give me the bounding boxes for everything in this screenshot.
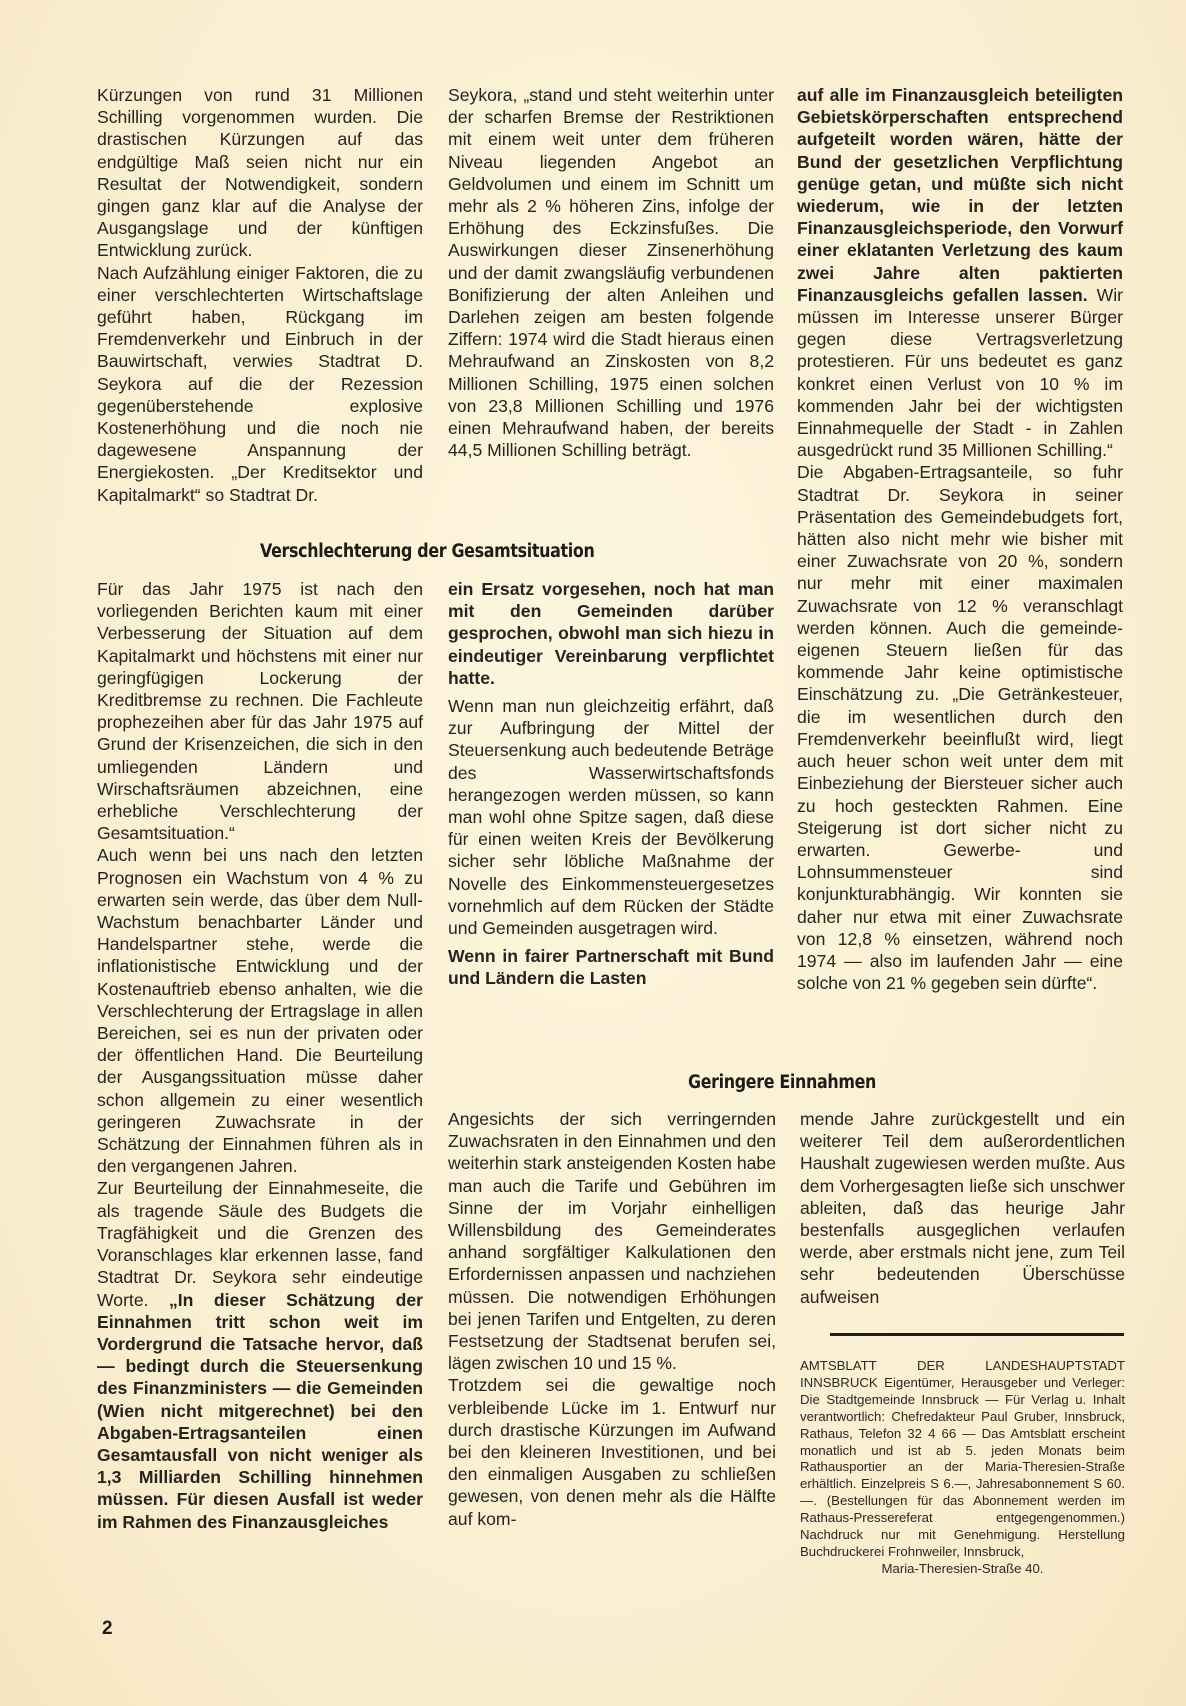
imprint-box [800, 1358, 1125, 1578]
section2-column-3 [800, 1108, 1125, 1308]
imprint-address: Maria-Theresien-Straße 40. [881, 1560, 1044, 1576]
paragraph: Nach Aufzählung einiger Faktoren, die zu einer verschlechterten Wirtschaftslage geführt haben, Rückgang im Fremdenverkehr und Einbruch in der Bauwirtschaft, verwies Stadtrat D. Seykora auf die der Rezession gegenüberstehende explosive Kostenerhöhung und die noch nie dagewesene Anspannung der Energiekosten. „Der Kreditsektor und Kapitalmarkt“ so Stadtrat Dr. [97, 262, 423, 505]
top-column-1 [97, 84, 423, 506]
paragraph: Trotzdem sei die gewaltige noch verbleibende Lücke im 1. Entwurf nur durch drastische Kürzungen im Aufwand bei den kleineren Investitionen, und bei den einmaligen Ausgaben zu schließen gewesen, von denen mehr als die Hälfte auf kom- [448, 1375, 776, 1529]
paragraph: Die Abgaben-Ertragsanteile, so fuhr Stadtrat Dr. Seykora in seiner Präsentation des Gemeindebudgets fort, hätten also nicht mehr wie bisher mit einer Zuwachsrate von 20 %, sondern nur mehr mit einer maximalen Zuwachsrate von 12 % veranschlagt werden können. Auch die gemeinde-eigenen Steuern ließen für das kommende Jahr keine optimistische Einschätzung zu. „Die Getränkesteuer, die im wesentlichen durch den Fremdenverkehr beeinflußt wird, liegt auch heuer schon weit unter dem mit Einbeziehung der Biersteuer sicher auch zu hoch gesteckten Rahmen. Eine Steigerung ist dort sicher nicht zu erwarten. Gewerbe- und Lohnsummensteuer sind konjunkturabhängig. Wir konnten sie daher nur etwa mit einer Zuwachsrate von 12,8 % einsetzen, während noch 1974 — also im laufenden Jahr — eine solche von 21 % gegeben sein dürfte“. [797, 462, 1123, 994]
imprint-divider [830, 1333, 1124, 1336]
paragraph: Auch wenn bei uns nach den letzten Prognosen ein Wachstum von 4 % zu erwarten sein werde, das über dem Null-Wachstum benachbarter Länder und Handelspartner stehe, werde die inflationistische Entwicklung und der Kostenauftrieb ebenso anhalten, wie die Verschlechterung der Ertragslage in allen Bereichen, sei es nun der privaten oder der öffentlichen Hand. Die Beurteilung der Ausgangssituation müsse daher schon allgemein zu einer wesentlich geringeren Zuwachsrate in der Schätzung der Einnahmen führen als in den vergangenen Jahren. [97, 845, 423, 1177]
section-heading-geringere-einnahmen: Geringere Einnahmen [688, 1072, 877, 1093]
section1-column-1 [97, 578, 423, 1533]
paragraph [797, 84, 1123, 461]
bold-statement: auf alle im Finanzausgleich beteiligten Gebietskörperschaften entsprechend aufgeteilt worden wären, hätte der Bund der gesetzlichen Verpflichtung genüge getan, und müßte sich nicht wiederum, wie in der letzten Finanzausgleichsperiode, den Vorwurf einer eklatanten Verletzung des kaum zwei Jahre alten paktierten Finanzausgleichs gefallen lassen. [797, 85, 1123, 305]
paragraph-text: Zur Beurteilung der Einnahmeseite, die als tragende Säule des Budgets die Tragfähigkeit und die Grenzen des Voranschlages klar erkennen lasse, fand Stadtrat Dr. Seykora sehr eindeutige Worte. [97, 1178, 423, 1310]
paragraph: Kürzungen von rund 31 Millionen Schilling vorgenommen wurden. Die drastischen Kürzungen auf das endgültige Maß seien nicht nur ein Resultat der Notwendigkeit, sondern gingen ganz klar auf die Analyse der Ausgangslage und der künftigen Entwicklung zurück. [97, 85, 423, 261]
paragraph [97, 1177, 423, 1532]
paragraph: Seykora, „stand und steht weiterhin unter der scharfen Bremse der Restriktionen mit einem weit unter dem früheren Niveau liegenden Angebot an Geldvolumen und einem im Schnitt um mehr als 2 % höheren Zins, infolge der Erhöhung des Eckzinsfußes. Die Auswirkungen dieser Zinsenerhöhung und der damit zwangsläufig verbundenen Bonifizierung der alten Anleihen und Darlehen zeigen am besten folgende Ziffern: 1974 wird die Stadt hieraus einen Mehraufwand an Zinskosten von 8,2 Millionen Schilling, 1975 einen solchen von 23,8 Millionen Schilling und 1976 einen Mehraufwand haben, der bereits 44,5 Millionen Schilling beträgt. [448, 85, 774, 461]
bold-paragraph: ein Ersatz vorgesehen, noch hat man mit den Gemeinden darüber gesprochen, obwohl man sich hiezu in eindeutiger Vereinbarung verpflichtet hatte. [448, 579, 774, 688]
imprint-text: AMTSBLATT DER LANDESHAUPTSTADT INNSBRUCK Eigentümer, Herausgeber und Verleger: Die Stadtgemeinde Innsbruck — Für Verlag u. Inhalt verantwortlich: Chefredakteur Paul Gruber, Innsbruck, Rathaus, Telefon 32 4 66 — Das Amtsblatt erscheint monatlich und ist ab 5. jeden Monats beim Rathausportier an der Maria-Theresien-Straße erhältlich. Einzelpreis S 6.—, Jahresabonnement S 60.—. (Bestellungen für das Abonnement werden im Rathaus-Pressereferat entgegengenommen.) Nachdruck nur mit Genehmigung. Herstellung Buchdruckerei Frohnweiler, Innsbruck, [800, 1358, 1125, 1559]
bold-quote: „In dieser Schätzung der Einnahmen tritt schon weit im Vordergrund die Tatsache hervor, daß — bedingt durch die Steuersenkung des Finanzministers — die Gemeinden (Wien nicht mitgerechnet) bei den Abgaben-Ertragsanteilen einen Gesamtausfall von nicht weniger als 1,3 Milliarden Schilling hinnehmen müssen. Für diesen Ausfall ist weder im Rahmen des Finanzausgleiches [97, 1289, 423, 1532]
paragraph: mende Jahre zurückgestellt und ein weiterer Teil dem außerordentlichen Haushalt zugewiesen werden mußte. Aus dem Vorhergesagten ließe sich unschwer ableiten, daß das heurige Jahr bestenfalls ausgeglichen verlaufen werde, aber erstmals nicht jene, zum Teil sehr bedeutenden Überschüsse aufweisen [800, 1109, 1125, 1307]
section-heading-verschlechterung: Verschlechterung der Gesamtsituation [260, 541, 595, 562]
bold-paragraph: Wenn in fairer Partnerschaft mit Bund und Ländern die Lasten [448, 946, 774, 989]
right-column-upper [797, 84, 1123, 994]
section1-column-2 [448, 578, 774, 990]
page-number: 2 [102, 1618, 113, 1639]
paragraph: Für das Jahr 1975 ist nach den vorliegenden Berichten kaum mit einer Verbesserung der Situation auf dem Kapitalmarkt und höchstens mit einer nur geringfügigen Lockerung der Kreditbremse zu rechnen. Die Fachleute prophezeihen aber für das Jahr 1975 auf Grund der Krisenzeichen, die sich in den umliegenden Ländern und Wirschaftsräumen abzeichnen, eine erhebliche Verschlechterung der Gesamtsituation.“ [97, 579, 423, 844]
section2-column-2 [448, 1108, 776, 1530]
top-column-2 [448, 84, 774, 461]
paragraph: Wenn man nun gleichzeitig erfährt, daß zur Aufbringung der Mittel der Steuersenkung auch bedeutende Beträge des Wasserwirtschaftsfonds herangezogen werden müssen, so kann man wohl ohne Spitze sagen, daß diese für einen weiten Kreis der Bevölkerung sicher sehr löbliche Maßnahme der Novelle des Einkommensteuergesetzes vornehmlich auf dem Rücken der Städte und Gemeinden ausgetragen wird. [448, 696, 774, 939]
paragraph: Angesichts der sich verringernden Zuwachsraten in den Einnahmen und den weiterhin stark ansteigenden Kosten habe man auch die Tarife und Gebühren im Sinne der im Vorjahr einhelligen Willensbildung des Gemeinderates anhand sorgfältiger Kalkulationen den Erfordernissen anpassen und nachziehen müssen. Die notwendigen Erhöhungen bei jenen Tarifen und Entgelten, zu deren Festsetzung der Stadtsenat berufen sei, lägen zwischen 10 und 15 %. [448, 1109, 776, 1374]
continuation-text: Wir müssen im Interesse unserer Bürger gegen diese Vertragsverletzung protestieren. Für uns bedeutet es ganz konkret einen Verlust von 10 % im kommenden Jahr bei der wichtigsten Einnahmequelle der Stadt - in Zahlen ausgedrückt rund 35 Millionen Schilling.“ [797, 284, 1124, 461]
